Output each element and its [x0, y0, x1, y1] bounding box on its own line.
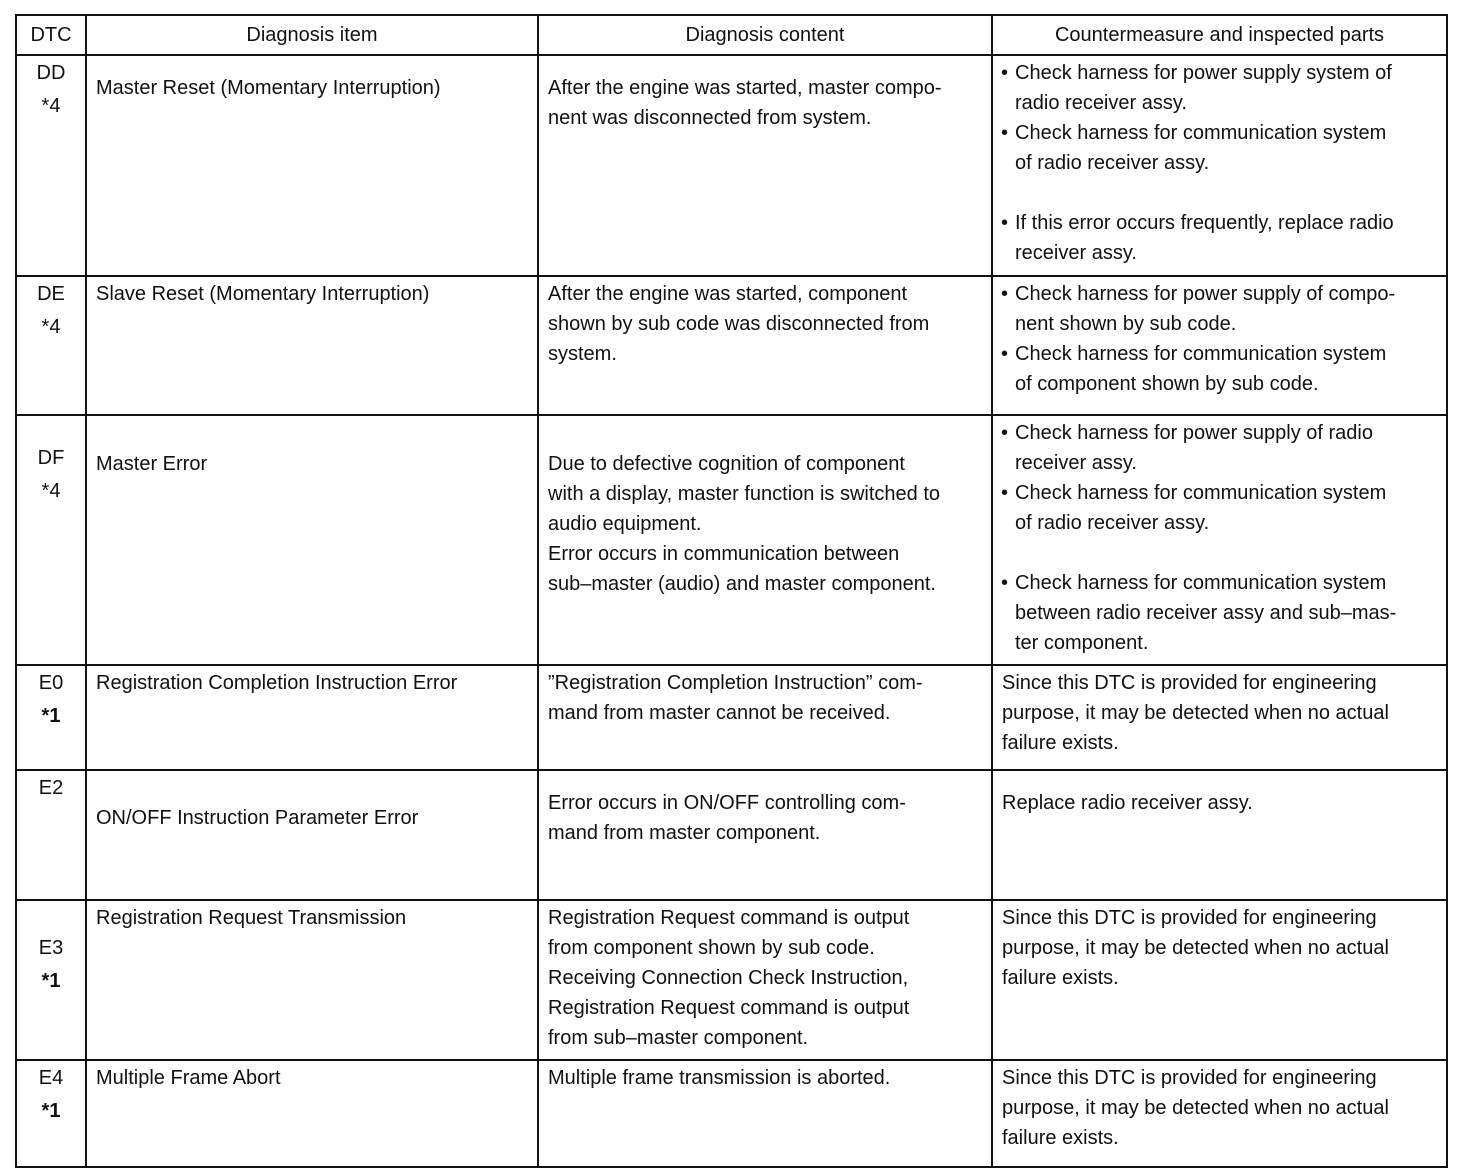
content-line: After the engine was started, component	[548, 283, 908, 305]
bullet-icon: •	[1001, 122, 1009, 144]
dtc-code: E2	[38, 777, 64, 799]
content-line: Multiple frame transmission is aborted.	[548, 1067, 891, 1089]
dtc-table	[15, 14, 1448, 1168]
countermeasure-cell	[992, 276, 1447, 415]
dtc-code: DF	[37, 447, 65, 469]
bullet-line: of radio receiver assy.	[1015, 512, 1210, 534]
header-diagnosis-item: Diagnosis item	[86, 15, 538, 55]
bullet-line: receiver assy.	[1015, 242, 1137, 264]
countermeasure-line: failure exists.	[1002, 732, 1119, 754]
diagnosis-item-cell	[86, 276, 538, 415]
bullet-line: If this error occurs frequently, replace radio	[1015, 212, 1394, 234]
countermeasure-line: failure exists.	[1002, 1127, 1119, 1149]
dtc-note: *4	[41, 95, 61, 117]
countermeasure-cell	[992, 55, 1447, 276]
bullet-line: Check harness for power supply system of	[1015, 62, 1392, 84]
dtc-code-cell	[16, 665, 86, 770]
diagnosis-item: Master Reset (Momentary Interruption)	[96, 77, 441, 99]
list-item	[1002, 339, 1437, 399]
diagnosis-content-cell	[538, 55, 992, 276]
bullet-icon: •	[1001, 62, 1009, 84]
diagnosis-content-cell	[538, 665, 992, 770]
content-line: Due to defective cognition of component	[548, 453, 905, 475]
diagnosis-content-cell	[538, 415, 992, 665]
dtc-note: *1	[41, 1100, 61, 1122]
content-line: After the engine was started, master compo-	[548, 77, 942, 99]
diagnosis-item: ON/OFF Instruction Parameter Error	[96, 807, 419, 829]
diagnosis-item: Registration Completion Instruction Error	[96, 672, 458, 694]
content-line: system.	[548, 343, 617, 365]
countermeasure-cell	[992, 665, 1447, 770]
content-line: shown by sub code was disconnected from	[548, 313, 930, 335]
dtc-code: E3	[38, 937, 64, 959]
bullet-line: receiver assy.	[1015, 452, 1137, 474]
bullet-line: of radio receiver assy.	[1015, 152, 1210, 174]
content-line: mand from master component.	[548, 822, 821, 844]
countermeasure-line: purpose, it may be detected when no actual	[1002, 1097, 1389, 1119]
bullet-line: radio receiver assy.	[1015, 92, 1187, 114]
bullet-icon: •	[1001, 212, 1009, 234]
content-line: with a display, master function is switched to	[548, 483, 941, 505]
bullet-icon: •	[1001, 343, 1009, 365]
dtc-code-cell	[16, 900, 86, 1060]
diagnosis-item: Multiple Frame Abort	[96, 1067, 281, 1089]
header-countermeasure: Countermeasure and inspected parts	[992, 15, 1447, 55]
dtc-code-cell	[16, 276, 86, 415]
content-line: Error occurs in communication between	[548, 543, 900, 565]
bullet-line: Check harness for communication system	[1015, 482, 1387, 504]
dtc-note: *1	[41, 705, 61, 727]
diagnosis-item: Slave Reset (Momentary Interruption)	[96, 283, 430, 305]
list-item	[1002, 58, 1437, 118]
content-line: nent was disconnected from system.	[548, 107, 872, 129]
diagnosis-item: Master Error	[96, 453, 208, 475]
dtc-code: E4	[38, 1067, 64, 1089]
content-line: Error occurs in ON/OFF controlling com-	[548, 792, 906, 814]
content-line: from sub–master component.	[548, 1027, 809, 1049]
countermeasure-cell	[992, 415, 1447, 665]
content-line: mand from master cannot be received.	[548, 702, 891, 724]
list-item	[1002, 118, 1437, 178]
dtc-code-cell	[16, 55, 86, 276]
diagnosis-item-cell	[86, 1060, 538, 1167]
dtc-code: DD	[36, 62, 66, 84]
diagnosis-content-cell	[538, 276, 992, 415]
dtc-note: *4	[41, 316, 61, 338]
countermeasure-line: failure exists.	[1002, 967, 1119, 989]
dtc-code-cell	[16, 1060, 86, 1167]
table-row	[16, 415, 1447, 665]
list-item	[1002, 208, 1437, 268]
content-line: sub–master (audio) and master component.	[548, 573, 936, 595]
dtc-code: E0	[38, 672, 64, 694]
dtc-code-cell	[16, 770, 86, 900]
bullet-icon: •	[1001, 422, 1009, 444]
countermeasure-line: Since this DTC is provided for engineering	[1002, 907, 1377, 929]
diagnosis-item-cell	[86, 415, 538, 665]
diagnosis-content-cell	[538, 770, 992, 900]
bullet-line: Check harness for communication system	[1015, 572, 1387, 594]
diagnosis-content-cell	[538, 1060, 992, 1167]
bullet-icon: •	[1001, 482, 1009, 504]
content-line: Registration Request command is output	[548, 907, 910, 929]
list-item	[1002, 478, 1437, 538]
diagnosis-item: Registration Request Transmission	[96, 907, 407, 929]
table-row	[16, 770, 1447, 900]
diagnosis-item-cell	[86, 665, 538, 770]
countermeasure-list	[1002, 279, 1437, 399]
header-row	[16, 15, 1447, 55]
countermeasure-line: Since this DTC is provided for engineering	[1002, 1067, 1377, 1089]
countermeasure-line: purpose, it may be detected when no actual	[1002, 702, 1389, 724]
countermeasure-line: Replace radio receiver assy.	[1002, 792, 1253, 814]
content-line: Receiving Connection Check Instruction,	[548, 967, 909, 989]
bullet-line: ter component.	[1015, 632, 1149, 654]
header-diagnosis-content: Diagnosis content	[538, 15, 992, 55]
bullet-line: Check harness for power supply of compo-	[1015, 283, 1396, 305]
table-row	[16, 55, 1447, 276]
list-item	[1002, 418, 1437, 478]
table-row	[16, 900, 1447, 1060]
dtc-code: DE	[37, 283, 65, 305]
dtc-note: *1	[41, 970, 61, 992]
dtc-note: *4	[41, 480, 61, 502]
content-line: ”Registration Completion Instruction” com-	[548, 672, 923, 694]
diagnosis-item-cell	[86, 770, 538, 900]
bullet-line: of component shown by sub code.	[1015, 373, 1319, 395]
bullet-line: Check harness for communication system	[1015, 122, 1387, 144]
bullet-line: Check harness for power supply of radio	[1015, 422, 1373, 444]
diagnosis-item-cell	[86, 900, 538, 1060]
content-line: from component shown by sub code.	[548, 937, 875, 959]
table-row	[16, 1060, 1447, 1167]
diagnosis-content-cell	[538, 900, 992, 1060]
bullet-icon: •	[1001, 572, 1009, 594]
list-item	[1002, 279, 1437, 339]
countermeasure-cell	[992, 1060, 1447, 1167]
table-row	[16, 276, 1447, 415]
bullet-line: nent shown by sub code.	[1015, 313, 1237, 335]
bullet-line: Check harness for communication system	[1015, 343, 1387, 365]
header-dtc: DTC	[16, 15, 86, 55]
bullet-icon: •	[1001, 283, 1009, 305]
diagnosis-item-cell	[86, 55, 538, 276]
content-line: audio equipment.	[548, 513, 702, 535]
countermeasure-line: Since this DTC is provided for engineering	[1002, 672, 1377, 694]
list-item	[1002, 568, 1437, 658]
bullet-line: between radio receiver assy and sub–mas-	[1015, 602, 1397, 624]
countermeasure-cell	[992, 770, 1447, 900]
countermeasure-cell	[992, 900, 1447, 1060]
countermeasure-list	[1002, 58, 1437, 268]
dtc-code-cell	[16, 415, 86, 665]
content-line: Registration Request command is output	[548, 997, 910, 1019]
countermeasure-list	[1002, 418, 1437, 658]
table-row	[16, 665, 1447, 770]
countermeasure-line: purpose, it may be detected when no actual	[1002, 937, 1389, 959]
